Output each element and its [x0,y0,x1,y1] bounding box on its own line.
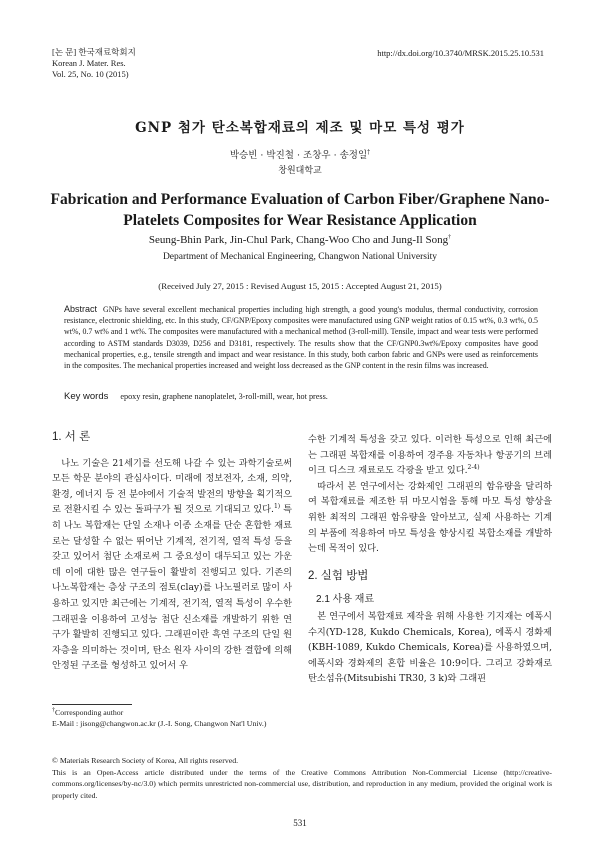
intro-p1c-text: 수한 기계적 특성을 갖고 있다. 이러한 특성으로 인해 최근에는 그래핀 복합재를 이용하여 경주용 자동차나 항공기의 브레이크 디스크 재료로도 각광을 받고 있다. [308,434,552,477]
footnote [52,708,552,729]
keywords [64,391,538,402]
intro-paragraph-2: 따라서 본 연구에서는 강화제인 그래핀의 함유량을 달리하여 복합재료를 제조한 뒤 마모시험을 통해 마모 특성 향상을 위한 최적의 그래핀 함유량을 알아보고, 실제 사용하는 기계의 부품에 적용하여 마모 특성을 향상시킬 복합소재를 개발하는데 목적이 있다. [308,480,552,555]
right-column [308,432,552,687]
intro-p1-text: 나노 기술은 21세기를 선도해 나갈 수 있는 과학기술로써 모든 학문 분야의 관심사이다. 미래에 정보전자, 소재, 의약, 환경, 에너지 등 전 분야에서 기술적 발전의 방향을 획기적으로 전환시킬 수 있는 돌파구가 될 것으로 기대되고 있다. [52,457,292,516]
journal-line-1: [논 문] 한국재료학회지 [52,47,136,57]
ref-2-4: 2-4) [467,464,480,472]
intro-p1b-text: 특히 나노 복합재는 단일 소재나 이종 소재를 단순 혼합한 재료로는 달성할 수 없는 뛰어난 기계적, 전기적, 열적 특성 등을 갖고 있어서 첨단 소재로써 그 중요성이 대두되고 있는 가운데 이에 대한 많은 연구들이 활발히 진행되고 있다. 기존의 나노복합재는 층상 구조의 점토(clay)를 나노필러로 많이 사용하고 있지만 최근에는 기계적, 전기적, 열적 특성이 우수한 그래핀을 이용하여 고성능 첨단 신소재를 개발하기 위한 연구가 활발히 진행되고 있다. 그래핀이란 흑연 구조의 단일 원자층을 의미하는 것이며, 탄소 원자 사이의 강한 결합에 의해 안정된 구조를 형성하고 있어서 우 [52,504,292,672]
journal-line-3: Vol. 25, No. 10 (2015) [52,69,129,79]
abstract [64,304,538,371]
corresponding-author-label: Corresponding author [55,708,124,717]
corresponding-mark: † [367,148,371,156]
affiliation-english: Department of Mechanical Engineering, Changwon National University [162,252,438,262]
ref-1: 1) [273,503,281,511]
keywords-text: epoxy resin, graphene nanoplatelet, 3-roll-mill, wear, hot press. [120,392,328,401]
title-korean: GNP 첨가 탄소복합재료의 제조 및 마모 특성 평가 [135,120,465,136]
authors-english [0,234,600,246]
materials-paragraph: 본 연구에서 복합재료 제작을 위해 사용한 기지재는 에폭시 수지(YD-128, Kukdo Chemicals, Korea), 에폭시 경화제(KBH-1089, Kukdo Chemicals, Korea)를 사용하였으며, 에폭시와 경화제의 혼합 비율은 10:9이다. 그리고 강화재로 탄소섬유(Mitsubishi TR30, 3 k)와 그래핀 [308,610,552,685]
title-english: Fabrication and Performance Evaluation of Carbon Fiber/Graphene Nano-Platelets Composites for Wear Resistance Application [50,191,550,229]
section-1-heading: 1. 서 론 [52,431,91,443]
authors-korean-names: 박승빈 · 박진철 · 조창우 · 송정일 [229,150,368,161]
corresponding-author-note [52,708,552,719]
page-number: 531 [293,818,307,828]
subsection-2-1-heading: 2.1 사용 재료 [316,594,375,606]
doi-link[interactable]: http://dx.doi.org/10.3740/MRSK.2015.25.10.531 [377,48,544,58]
email-note: E-Mail : jisong@changwon.ac.kr (J.-I. Song, Changwon Nat'l Univ.) [52,718,267,728]
journal-line-2: Korean J. Mater. Res. [52,58,126,68]
copyright-line: © Materials Research Society of Korea, All rights reserved. [52,756,239,765]
authors-english-names: Seung-Bhin Park, Jin-Chul Park, Chang-Woo Cho and Jung-Il Song [148,234,449,246]
left-column [52,430,292,674]
affiliation-korean: 창원대학교 [278,166,322,176]
license-text: This is an Open-Access article distributed under the terms of the Creative Commons Attribution Non-Commercial License (http://creative-commons.org/licenses/by-nc/3.0) which permits unrestricted non-commercial use, distribution, and reproduction in any medium, provided the original work is properly cited. [52,767,552,800]
footnote-divider [52,704,132,705]
intro-paragraph-1-cont [308,432,552,479]
footnote-dagger: † [52,707,55,714]
abstract-label: Abstract [64,304,98,314]
abstract-text: GNPs have several excellent mechanical properties including high strength, a good young's modulus, thermal conductivity, corrosion resistance, electronic shielding, etc. In this study, CF/GNP/Epoxy composites were manufactured using GNP weight ratios of 0.15 wt%, 0.3 wt%, 0.5 wt%, 0.7 wt% and 1 wt%. The composites were manufactured with a mechanical method (3-roll-mill). Tensile, impact and wear tests were performed according to ASTM standards D3039, D256 and D3181, respectively. The results show that the CF/GNP0.3wt%/Epoxy composites have good mechanical properties, e.g., tensile strength and impact and wear resistance. In this study, both carbon fabric and GNPs were used as reinforcements in the composites. The mechanical properties increased and weight loss decreased as the GNP content in the resin films was increased. [64,305,538,371]
section-2-heading: 2. 실험 방법 [308,569,369,582]
keywords-label: Key words [64,391,109,402]
corresponding-mark-en: † [448,234,452,241]
license-block [52,755,552,801]
journal-info [52,47,136,80]
authors-korean [0,147,600,161]
received-dates: (Received July 27, 2015 : Revised August 15, 2015 : Accepted August 21, 2015) [158,281,442,291]
intro-paragraph-1 [52,456,292,674]
